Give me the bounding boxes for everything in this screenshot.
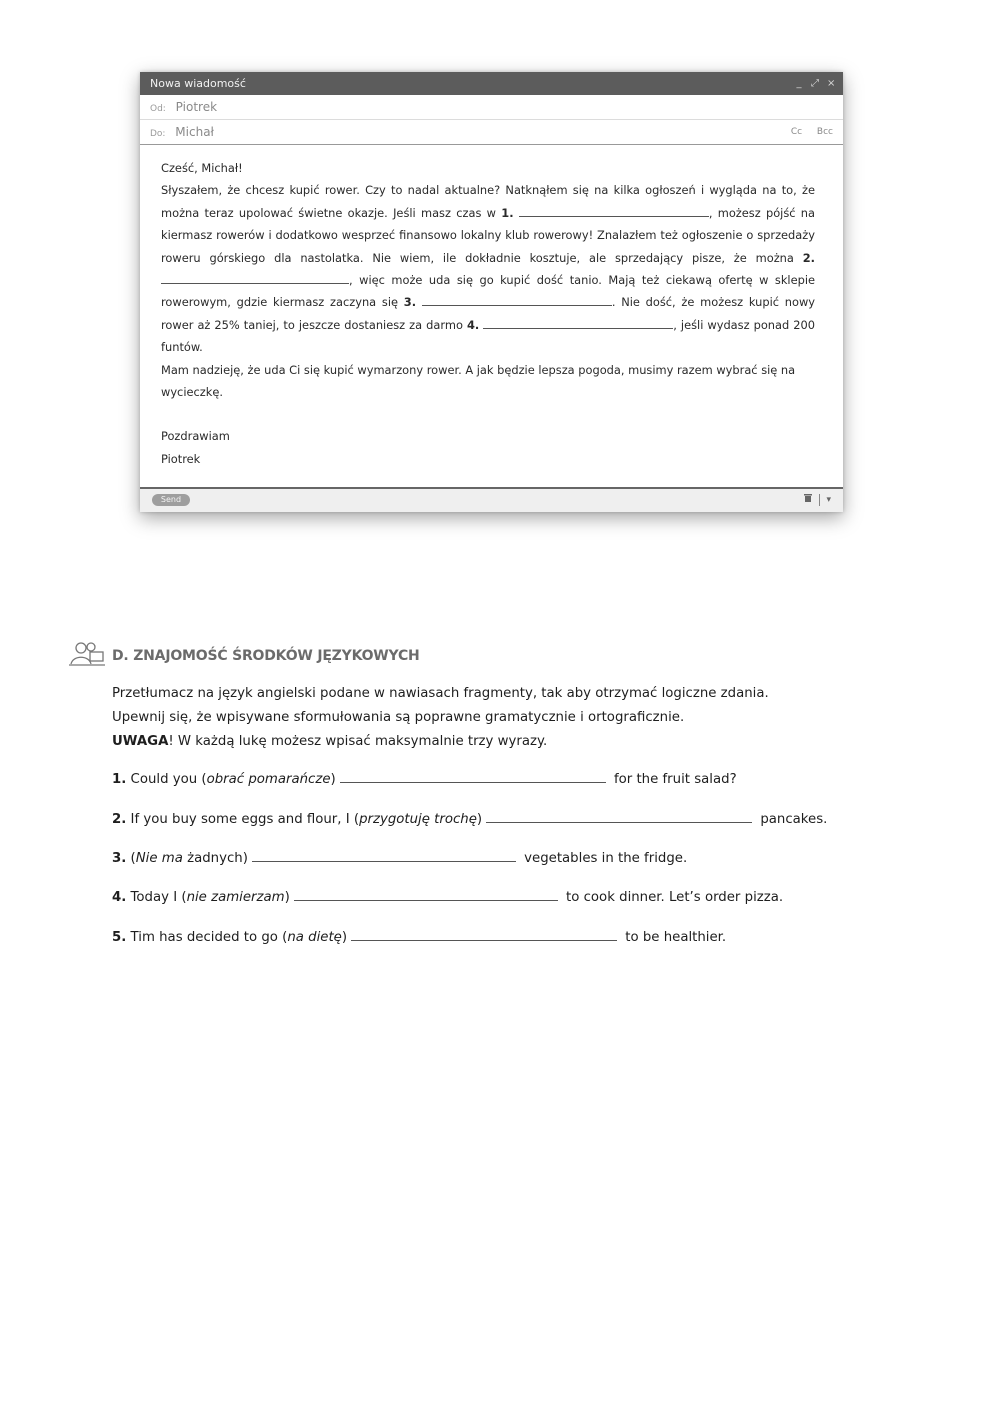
answer-blank-5[interactable] [351,926,617,941]
exercise-item-4 [112,886,783,905]
gap-2-blank[interactable] [161,270,349,284]
email-titlebar [140,72,843,95]
item-text-close: ) [330,772,336,787]
cc-bcc-links [779,120,833,144]
gap-3-number: 3. [403,295,417,310]
exercise-item-3 [112,847,687,866]
exercise-item-1 [112,768,737,787]
para1-part-b: , możesz pójść na kiermasz rowerów i dodatkowo wesprzeć finansowo lokalny klub rowerowy! Znalazłem też ogłoszenie o sprzedaży roweru górskiego dla nastolatka. Nie wiem, ile dokładnie kosztuje, ale sprzedający pisze, że można [161,205,815,265]
item-hint: przygotuję trochę [359,812,477,827]
window-controls [795,72,835,95]
window-title: Nowa wiadomość [150,77,246,90]
email-footer [140,487,843,512]
instructions [112,682,769,754]
close-icon[interactable]: × [827,78,836,89]
item-text-after: vegetables in the fridge. [519,851,688,866]
item-text-close: ) [284,890,290,905]
instruction-line-1: Przetłumacz na język angielski podane w nawiasach fragmenty, tak aby otrzymać logiczne zdania. [112,686,769,701]
item-text-after: pancakes. [756,812,828,827]
trash-icon[interactable] [803,493,813,506]
answer-blank-4[interactable] [294,886,558,901]
blank-line [161,403,815,425]
gap-4-blank[interactable] [483,315,673,329]
item-text-before: Could you ( [126,772,207,787]
para1-part-a: Słyszałem, że chcesz kupić rower. Czy to nadal aktualne? Natknąłem się na kilka ogłoszeń i wygląda na to, że można teraz upolować świetne okazje. Jeśli masz czas w [161,183,815,220]
section-header [68,640,420,672]
item-text-before: Tim has decided to go ( [126,930,288,945]
gap-2-number: 2. [802,250,815,265]
gap-1-blank[interactable] [519,203,709,217]
item-text-after: to cook dinner. Let’s order pizza. [561,890,784,905]
answer-blank-1[interactable] [340,768,606,783]
warning-label: UWAGA [112,734,169,749]
instruction-line-2: Upewnij się, że wpisywane sformułowania są poprawne gramatycznie i ortograficznie. [112,710,685,725]
from-label: Od: [150,104,166,114]
section-title: D. ZNAJOMOŚĆ ŚRODKÓW JĘZYKOWYCH [112,648,420,664]
answer-blank-2[interactable] [486,808,752,823]
exercise-item-5 [112,926,726,945]
item-text-close: ) [341,930,348,945]
item-hint: Nie ma [135,851,183,866]
item-text-after: to be healthier. [621,930,727,945]
item-text-before: If you buy some eggs and flour, I ( [126,812,360,827]
para1-part-c: , więc może uda się go kupić dość tanio. Mają też ciekawą ofertę w sklepie rowerowym, gdzie kiermasz zaczyna się [161,273,815,310]
email-closing: Pozdrawiam [161,429,230,444]
minimize-icon[interactable]: _ [796,78,802,89]
item-text-close: żadnych) [182,851,248,866]
item-number: 3. [112,851,127,866]
instruction-line-3 [112,730,769,754]
to-label: Do: [150,129,166,139]
from-value: Piotrek [175,100,218,114]
item-text-after: for the fruit salad? [609,772,737,787]
more-options-icon[interactable]: ▾ [826,494,831,505]
footer-icons [803,493,831,506]
email-paragraph-1 [161,179,815,358]
item-number: 5. [112,930,127,945]
to-value: Michał [175,125,214,139]
exercise-item-2 [112,808,827,827]
gap-1-number: 1. [501,205,514,220]
item-text-close: ) [476,812,483,827]
gap-4-number: 4. [466,317,480,332]
warning-text: ! W każdą lukę możesz wpisać maksymalnie trzy wyrazy. [168,734,548,749]
para1-part-d: . Nie dość, że możesz kupić nowy rower aż 25% taniej, to jeszcze dostaniesz za darmo [161,295,816,332]
email-compose-window [140,72,843,512]
footer-divider [819,494,820,506]
email-greeting: Cześć, Michał! [161,161,243,175]
item-number: 1. [112,772,127,787]
item-number: 4. [112,890,127,905]
people-at-desk-icon [68,640,106,672]
item-text-before: ( [126,851,136,866]
email-signature: Piotrek [161,451,201,466]
item-hint: nie zamierzam [186,890,285,905]
email-body[interactable] [140,145,843,470]
item-hint: obrać pomarańcze [206,772,331,787]
answer-blank-3[interactable] [252,847,516,862]
send-button[interactable]: Send [152,494,190,506]
para1-part-e: , jeśli wydasz ponad 200 funtów. [161,317,815,355]
item-text-before: Today I ( [126,890,187,905]
cc-link[interactable]: Cc [790,127,803,137]
from-field[interactable] [140,95,843,120]
email-paragraph-2: Mam nadzieję, że uda Ci się kupić wymarzony rower. A jak będzie lepsza pogoda, musimy razem wybrać się na wycieczkę. [161,362,796,400]
item-number: 2. [112,812,127,827]
item-hint: na dietę [287,930,342,945]
to-field[interactable] [140,120,843,145]
expand-icon[interactable]: ⤢ [811,78,819,89]
bcc-link[interactable]: Bcc [816,127,833,137]
gap-3-blank[interactable] [422,292,612,306]
